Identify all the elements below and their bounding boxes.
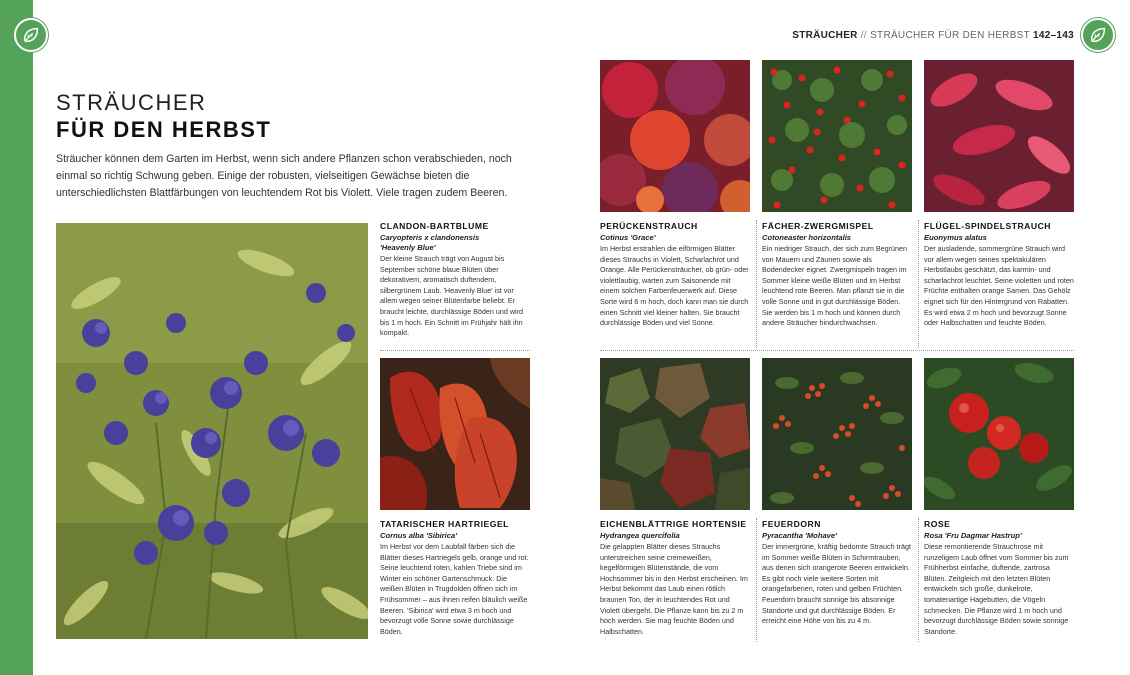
entry-latin-name: Cotoneaster horizontalis <box>762 233 852 242</box>
entry-name: ROSE <box>924 519 951 529</box>
photo-hydrangea <box>600 358 750 510</box>
entry-latin-name: Euonymus alatus <box>924 233 987 242</box>
entry-description: Der immergrüne, kräftig bedornte Strauch trägt im Sommer weiße Blüten in Schirmtrauben, aus denen sich orangerote Beeren entwickeln. Es gibt noch viele weitere Sorten mit orangefarbenen, roten und gelben Früchten. Feuerdorn braucht sonnige bis absonnige Standorte und gut durchlässige Böden. Er erreicht eine Höhe von bis zu 4 m. <box>762 542 912 626</box>
dotted-separator <box>918 220 919 348</box>
dotted-separator <box>756 518 757 642</box>
entry-latin-name: Caryopteris x clandonensis <box>380 233 480 242</box>
entry-latin-name: Pyracantha 'Mohave' <box>762 531 837 540</box>
leaf-badge-right <box>1081 18 1115 52</box>
entry-latin-name: Cotinus 'Grace' <box>600 233 656 242</box>
entry-pyracantha <box>762 519 912 627</box>
entry-description: Im Herbst vor dem Laubfall färben sich die Blätter dieses Hartriegels gelb, orange und rot. Seine leuchtend roten, kahlen Triebe sind im Winter ein schöner Gartenschmuck. Die weißen Blüten in Trugdolden öffnen sich im Frühsommer – aus ihnen reifen bläulich weiße Beeren. 'Sibirica' wird etwa 3 m hoch und bevorzugt volle Sonne sowie durchlässige Böden. <box>380 542 529 636</box>
entry-rosa <box>924 519 1074 637</box>
leaf-icon <box>20 24 42 46</box>
entry-euonymus <box>924 221 1074 329</box>
leaf-badge-left <box>14 18 48 52</box>
dotted-separator <box>600 350 1074 351</box>
entry-name: PERÜCKENSTRAUCH <box>600 221 698 231</box>
entry-description: Die gelappten Blätter dieses Strauchs unterstreichen seine cremeweißen, kegelförmigen Blütenstände, die vom Hochsommer bis in den Herbst erscheinen. Im Herbst bekommt das Laub einen rötlich braunen Ton, der in leuchtendes Rot und Violett übergeht. Die Pflanze kann bis zu 2 m hoch werden. Sie mag feuchte Böden und Halbschatten. <box>600 542 748 636</box>
green-margin-bar <box>0 0 33 675</box>
photo-euonymus <box>924 60 1074 212</box>
entry-cotinus <box>600 221 750 329</box>
entry-latin-name: Rosa 'Fru Dagmar Hastrup' <box>924 531 1022 540</box>
entry-latin-name: Cornus alba 'Sibirica' <box>380 531 458 540</box>
entry-name: EICHENBLÄTTRIGE HORTENSIE <box>600 519 747 529</box>
entry-description: Der kleine Strauch trägt von August bis September schöne blaue Blüten über dekorativem, aromatisch duftendem, silbergrünem Laub. 'Heavenly Blue' ist vor allem wegen seiner Blütenfarbe beliebt. Er braucht leichte, durchlässige Böden und wird bis 1 m hoch. Ein Schnitt im Frühjahr hält ihn kompakt. <box>380 254 524 338</box>
running-head-title: STRÄUCHER FÜR DEN HERBST <box>870 30 1030 41</box>
entry-cotoneaster <box>762 221 912 329</box>
photo-pyracantha <box>762 358 912 510</box>
photo-rosa <box>924 358 1074 510</box>
dotted-separator <box>918 518 919 642</box>
entry-description: Im Herbst erstrahlen die eiförmigen Blätter dieses Strauchs in Violett, Scharlachrot und Orange. Alle Perückensträucher, ob grün- oder violettlaubig, warten zum Saisonende mit einem solchen Farbenfeuerwerk auf. Diese Sorte wird 6 m hoch, doch kann man sie durch einen Schnitt viel kleiner halten. Sie braucht durchlässige Böden und viel Sonne. <box>600 244 749 328</box>
entry-hydrangea <box>600 519 750 637</box>
dotted-separator <box>380 350 530 351</box>
page-title <box>56 90 271 144</box>
dotted-separator <box>756 220 757 348</box>
entry-caryopteris <box>380 221 530 339</box>
entry-name: FEUERDORN <box>762 519 821 529</box>
intro-paragraph: Sträucher können dem Garten im Herbst, wenn sich andere Pflanzen schon verabschieden, noch einmal so richtig Schwung geben. Einige der robusten, vielseitigen Gewächse bieten die unterschiedlichsten Blattfärbungen von leuchtendem Rot bis Violett. Viele tragen zudem Beeren. <box>56 153 512 199</box>
running-head-separator: // <box>860 30 867 41</box>
entry-name: CLANDON-BARTBLUME <box>380 221 489 231</box>
page-title-line2: FÜR DEN HERBST <box>56 117 272 142</box>
leaf-icon <box>1087 24 1109 46</box>
running-head-section: STRÄUCHER <box>792 30 858 41</box>
entry-name: FLÜGEL-SPINDELSTRAUCH <box>924 221 1051 231</box>
entry-description: Diese remontierende Strauchrose mit runzeligem Laub öffnet vom Sommer bis zum Frühherbst einfache, duftende, zartrosa Blüten. Zeitgleich mit den letzten Blüten entwickeln sich große, dunkelrote, tomatenartige Hagebutten, die Vögeln schmecken. Die Pflanze wird 1 m hoch und bevorzugt durchlässige Böden sowie sonnige Standorte. <box>924 542 1069 636</box>
entry-latin-name: Hydrangea quercifolia <box>600 531 680 540</box>
entry-description: Der ausladende, sommergrüne Strauch wird vor allem wegen seines spektakulären Herbstlaubs geschätzt, das karmin- und scharlachrot leuchtet. Seine violetten und roten Früchte enthalten orange Samen. Das Gehölz eignet sich für den Hintergrund von Rabatten. Es wird etwa 2 m hoch und bevorzugt Sonne oder Halbschatten und feuchte Böden. <box>924 244 1074 328</box>
photo-cotoneaster <box>762 60 912 212</box>
photo-caryopteris <box>56 223 368 639</box>
photo-cornus <box>380 358 530 510</box>
entry-description: Ein niedriger Strauch, der sich zum Begrünen von Mauern und Zäunen sowie als Bodendecker eignet. Zwergmispeln tragen im Sommer kleine weiße Blüten und im Herbst leuchtend rote Beeren. Man pflanzt sie in die volle Sonne und in gut durchlässige Böden. Sie werden bis 1 m hoch und können durch andere Sträucher hindurchwachsen. <box>762 244 908 328</box>
photo-cotinus <box>600 60 750 212</box>
page-title-line1: STRÄUCHER <box>56 90 207 115</box>
entry-name: FÄCHER-ZWERGMISPEL <box>762 221 874 231</box>
entry-name: TATARISCHER HARTRIEGEL <box>380 519 509 529</box>
entry-cultivar: 'Heavenly Blue' <box>380 243 436 252</box>
page-numbers: 142–143 <box>1032 30 1074 41</box>
entry-cornus <box>380 519 530 637</box>
running-head <box>792 30 1074 41</box>
